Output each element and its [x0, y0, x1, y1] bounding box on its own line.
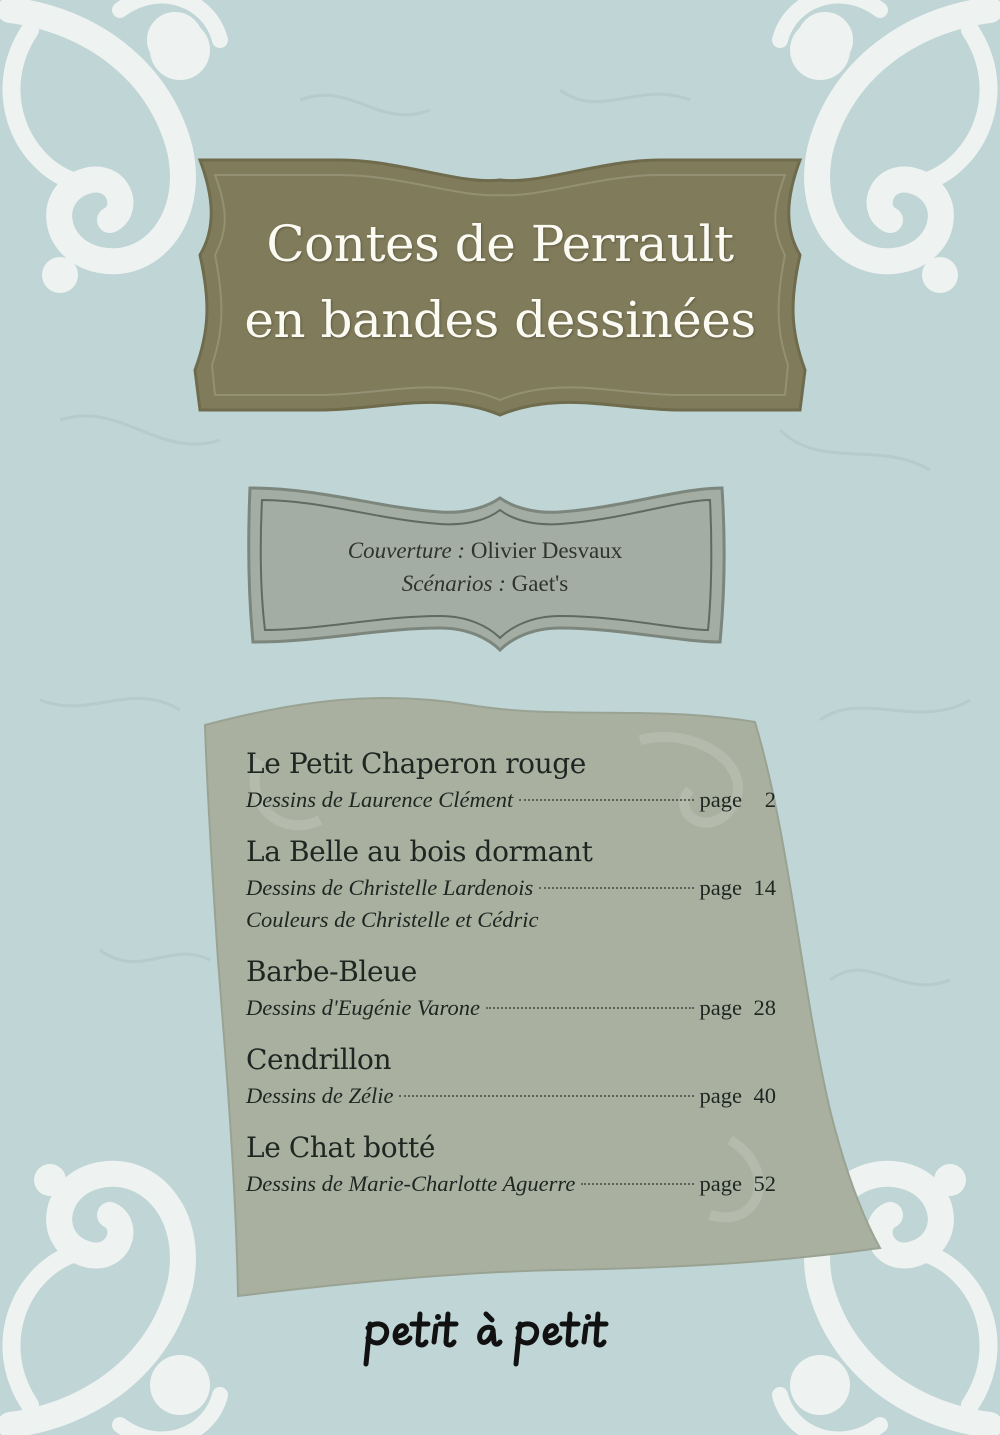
illustrator-credit: Dessins de Laurence Clément: [246, 787, 514, 812]
illustrator-credit: Dessins d'Eugénie Varone: [246, 995, 480, 1020]
credit-scenarios: [250, 567, 720, 600]
illustrator-credit: Dessins de Christelle Lardenois: [246, 875, 534, 900]
page-label: page: [699, 1171, 742, 1196]
page-label: page: [699, 787, 742, 812]
story-title: Le Petit Chaperon rouge: [246, 747, 586, 780]
toc-line: [246, 1168, 776, 1200]
leader-dots: [399, 1095, 693, 1097]
publisher-logo: [330, 1302, 670, 1377]
credit-role: Scénarios :: [401, 571, 506, 596]
leader-dots: [539, 887, 693, 889]
story-title: La Belle au bois dormant: [246, 835, 593, 868]
page-number: 40: [753, 1083, 776, 1108]
book-title-line-1: Contes de Perrault: [266, 215, 734, 273]
page-label: page: [699, 995, 742, 1020]
page-number: 28: [753, 995, 776, 1020]
toc-line: [246, 784, 776, 816]
toc-line: [246, 872, 776, 904]
table-of-contents: [246, 744, 776, 1216]
leader-dots: [581, 1183, 693, 1185]
leader-dots: [519, 799, 693, 801]
story-title: Cendrillon: [246, 1043, 392, 1076]
toc-line: [246, 992, 776, 1024]
toc-entry: [246, 1040, 776, 1112]
story-title: Le Chat botté: [246, 1131, 436, 1164]
book-title-line-2: en bandes dessinées: [244, 291, 756, 349]
page-number: 14: [753, 875, 776, 900]
book-title: [190, 206, 810, 358]
credit-role: Couverture :: [347, 538, 466, 563]
toc-entry: [246, 744, 776, 816]
leader-dots: [486, 1007, 694, 1009]
credits: [250, 534, 720, 600]
colorist-credit: Couleurs de Christelle et Cédric: [246, 907, 539, 932]
toc-line: [246, 1080, 776, 1112]
page-label: page: [699, 1083, 742, 1108]
toc-entry: [246, 952, 776, 1024]
toc-entry: [246, 1128, 776, 1200]
page-number: 52: [753, 1171, 776, 1196]
illustrator-credit: Dessins de Zélie: [246, 1083, 394, 1108]
credit-cover: [250, 534, 720, 567]
toc-entry: [246, 832, 776, 936]
credit-name: Olivier Desvaux: [470, 538, 623, 563]
credit-name: Gaet's: [511, 571, 569, 596]
illustrator-credit: Dessins de Marie-Charlotte Aguerre: [246, 1171, 576, 1196]
page-number: 2: [764, 787, 776, 812]
page-label: page: [699, 875, 742, 900]
story-title: Barbe-Bleue: [246, 955, 417, 988]
publisher-logo-handwriting: [330, 1302, 670, 1372]
